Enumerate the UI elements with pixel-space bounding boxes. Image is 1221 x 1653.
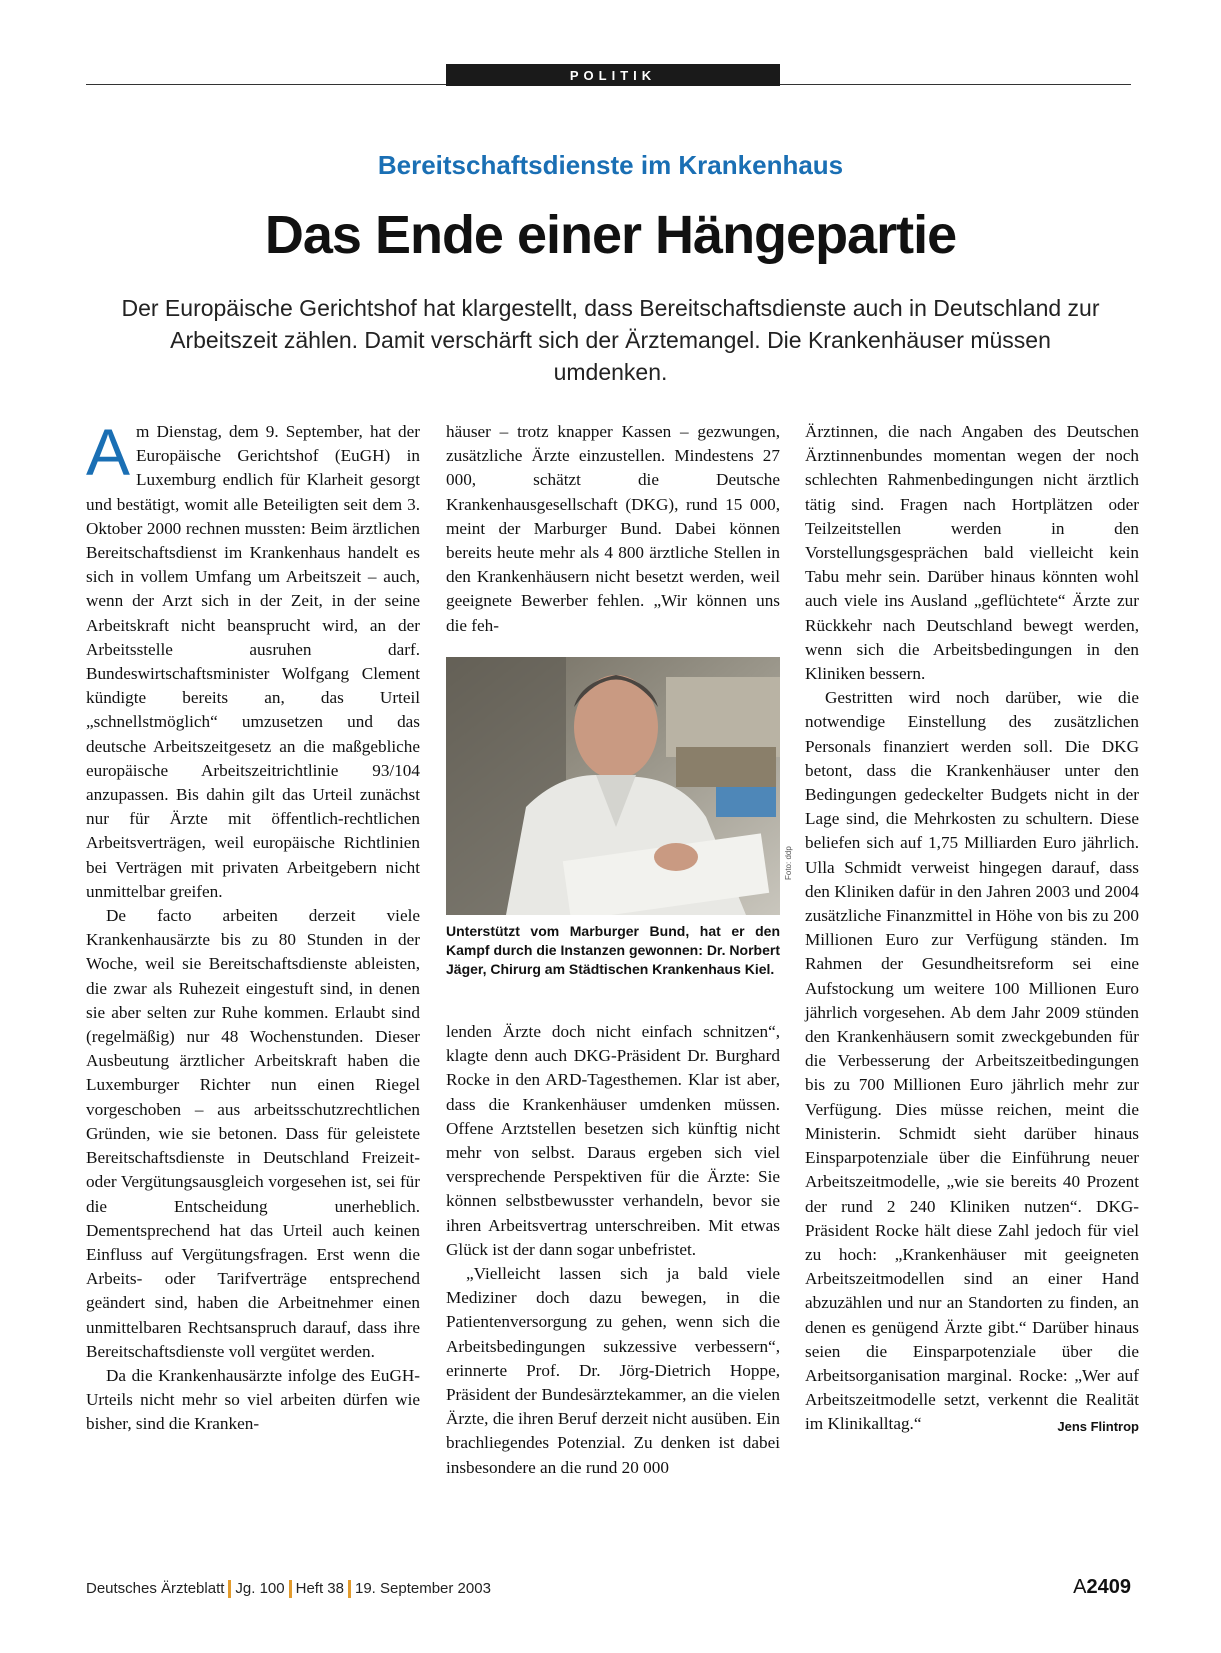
page-prefix: A (1073, 1576, 1087, 1598)
article-photo (446, 657, 780, 915)
doctor-photo-image (446, 657, 780, 915)
photo-caption: Unterstützt vom Marburger Bund, hat er den Kampf durch die Instanzen gewonnen: Dr. Norbert Jäger, Chirurg am Städtischen Krankenhaus Kiel. (446, 923, 780, 977)
author-byline: Jens Flintrop (1057, 1419, 1139, 1435)
page-number (1073, 1576, 1131, 1599)
footer-separator (228, 1580, 231, 1598)
article-kicker: Bereitschaftsdienste im Krankenhaus (377, 150, 844, 180)
column-2-top (446, 420, 780, 638)
paragraph-text: Gestritten wird noch darüber, wie die notwendige Einstellung des zusätzlichen Personals finanziert werden soll. Die DKG betont, dass die Krankenhäuser unter den Bedingungen gedeckelter Budgets nicht in der Lage sind, die Mehrkosten zu schultern. Diese beliefen sich auf 1,75 Milliarden Euro jährlich. Ulla Schmidt verweist hingegen darauf, dass den Kliniken dafür in den Jahren 2003 und 2004 zusätzliche Finanzmittel in Höhe von bis zu 200 Millionen Euro zur Verfügung ständen. Im Rahmen der Gesundheitsreform sei eine Aufstockung um weitere 100 Millionen Euro jährlich vorgesehen. Ab dem Jahr 2009 stünden den Krankenhäusern somit zweckgebunden für die Verbesserung der Arbeitszeitbedingungen bis zu 700 Millionen Euro jährlich mehr zur Verfügung. Dies müsse reichen, meint die Ministerin. Schmidt sieht darüber hinaus Einsparpotenziale über die Einführung neuer Arbeitszeitmodelle, „wie sie bereits 40 Prozent der rund 2 240 Kliniken nutzen“. DKG-Präsident Rocke hält diese Zahl jedoch für viel zu hoch: „Krankenhäuser mit geeigneten Arbeitszeitmodellen sind an einer Hand abzuzählen und nur an Standorten zu finden, an denen es genügend Ärzte gibt.“ Darüber hinaus seien die Einsparpotenziale über die Arbeitsorganisation marginal. Rocke: „Wer auf Arbeitszeitmodelle setzt, verkennt die Realität im Klinikalltag.“ (805, 688, 1139, 1434)
paragraph: „Vielleicht lassen sich ja bald viele Mediziner doch dazu bewegen, in die Patientenversorgung zu gehen, wenn sich die Arbeitsbedingungen sukzessive verbessern“, erinnerte Prof. Dr. Jörg-Dietrich Hoppe, Präsident der Bundesärztekammer, an die vielen Ärzte, die ihren Beruf derzeit nicht ausüben. Ein brachliegendes Potenzial. Zu denken ist dabei insbesondere an die rund 20 000 (446, 1264, 780, 1477)
paragraph (805, 686, 1139, 1436)
paragraph: häuser – trotz knapper Kassen – gezwungen, zusätzliche Ärzte einzustellen. Mindestens 27 000, schätzt die Deutsche Krankenhausgesellschaft (DKG), rund 15 000, meint der Marburger Bund. Dabei können bereits heute mehr als 4 800 ärztliche Stellen in den Krankenhäusern nicht besetzt werden, weil geeignete Bewerber fehlen. „Wir können uns die feh- (446, 422, 780, 635)
paragraph: Ärztinnen, die nach Angaben des Deutschen Ärztinnenbundes momentan wegen der noch schlechten Rahmenbedingungen nicht ärztlich tätig sind. Fragen nach Hortplätzen oder Teilzeitstellen werden in den Vorstellungsgesprächen bald vielleicht kein Tabu mehr sein. Darüber hinaus könnten wohl auch viele ins Ausland „geflüchtete“ Ärzte zur Rückkehr nach Deutschland bewegt werden, wenn sich die Arbeitsbedingungen in den Kliniken bessern. (805, 422, 1139, 684)
section-label: POLITIK (446, 64, 780, 86)
column-3 (805, 420, 1139, 1440)
paragraph: Da die Krankenhausärzte infolge des EuGH-Urteils nicht mehr so viel arbeiten dürfen wie bisher, sind die Kranken- (86, 1365, 420, 1434)
journal-date: 19. September 2003 (355, 1580, 491, 1597)
paragraph-text: m Dienstag, dem 9. September, hat der Europäische Gerichtshof (EuGH) in Luxemburg endlich für Klarheit gesorgt und bestätigt, womit alle Beteiligten seit dem 3. Oktober 2000 rechnen mussten: Beim ärztlichen Bereitschaftsdienst im Krankenhaus handelt es sich in vollem Umfang um Arbeitszeit – auch, wenn der Arzt sich in der Zeit, in der seine Arbeitskraft nicht beansprucht wird, an der Arbeitsstelle ausruhen darf. Bundeswirtschaftsminister Wolfgang Clement kündigte bereits an, das Urteil „schnellstmöglich“ umzusetzen und das deutsche Arbeitszeitgesetz an die maßgebliche europäische Arbeitszeitrichtlinie 93/104 anzupassen. Bis dahin gilt das Urteil zunächst nur für Ärzte mit öffentlich-rechtlichen Arbeitsverträgen, weil europäische Richtlinien bei Verträgen mit privaten Arbeitgebern nicht unmittelbar greifen. (86, 422, 420, 901)
journal-issue: Heft 38 (295, 1580, 344, 1597)
paragraph: lenden Ärzte doch nicht einfach schnitzen“, klagte denn auch DKG-Präsident Dr. Burghard Rocke in den ARD-Tagesthemen. Klar ist aber, dass die Krankenhäuser umdenken müssen. Offene Arztstellen besetzen sich künftig nicht mehr von selbst. Daraus ergeben sich viel versprechende Perspektiven für die Ärzte: Sie können selbstbewusster verhandeln, bevor sie ihren Arbeitsvertrag unterschreiben. Mit etwas Glück ist der dann sogar unbefristet. (446, 1022, 780, 1259)
footer-separator (289, 1580, 292, 1598)
page-number-value: 2409 (1086, 1576, 1131, 1598)
dropcap: A (86, 415, 131, 489)
article-headline: Das Ende einer Hängepartie (264, 205, 957, 265)
journal-name: Deutsches Ärzteblatt (86, 1580, 225, 1597)
paragraph: De facto arbeiten derzeit viele Krankenhausärzte bis zu 80 Stunden in der Woche, weil sie Bereitschaftsdienste ableisten, die zwar als Ruhezeit eingestuft sind, in denen sie aber selten zur Ruhe kommen. Erlaubt sind (regelmäßig) nur 48 Wochenstunden. Dieser Ausbeutung ärztlicher Arbeitskraft haben die Luxemburger Richter nun einen Riegel vorgeschoben – aus arbeitsschutzrechtlichen Gründen, wie sie betonen. Dass für geleistete Bereitschaftsdienste in Deutschland Freizeit- oder Vergütungsausgleich vorgesehen ist, sei für die Entscheidung unerheblich. Dementsprechend hat das Urteil auch keinen Einfluss auf Vergütungsfragen. Erst wenn die Arbeits- oder Tarifverträge entsprechend geändert sind, haben die Arbeitnehmer einen unmittelbaren Rechtsanspruch darauf, dass ihre Bereitschaftsdienste voll vergütet werden. (86, 906, 420, 1361)
footer-separator (348, 1580, 351, 1598)
column-1 (86, 415, 420, 1437)
article-lead: Der Europäische Gerichtshof hat klargestellt, dass Bereitschaftsdienste auch in Deutschland zur Arbeitszeit zählen. Damit verschärft sich der Ärztemangel. Die Krankenhäuser müssen umdenken. (121, 295, 1100, 385)
paragraph (86, 415, 420, 904)
photo-credit: Foto: ddp (784, 846, 793, 880)
journal-volume: Jg. 100 (235, 1580, 285, 1597)
column-2-bottom (446, 1020, 780, 1480)
footer-citation (86, 1580, 491, 1598)
